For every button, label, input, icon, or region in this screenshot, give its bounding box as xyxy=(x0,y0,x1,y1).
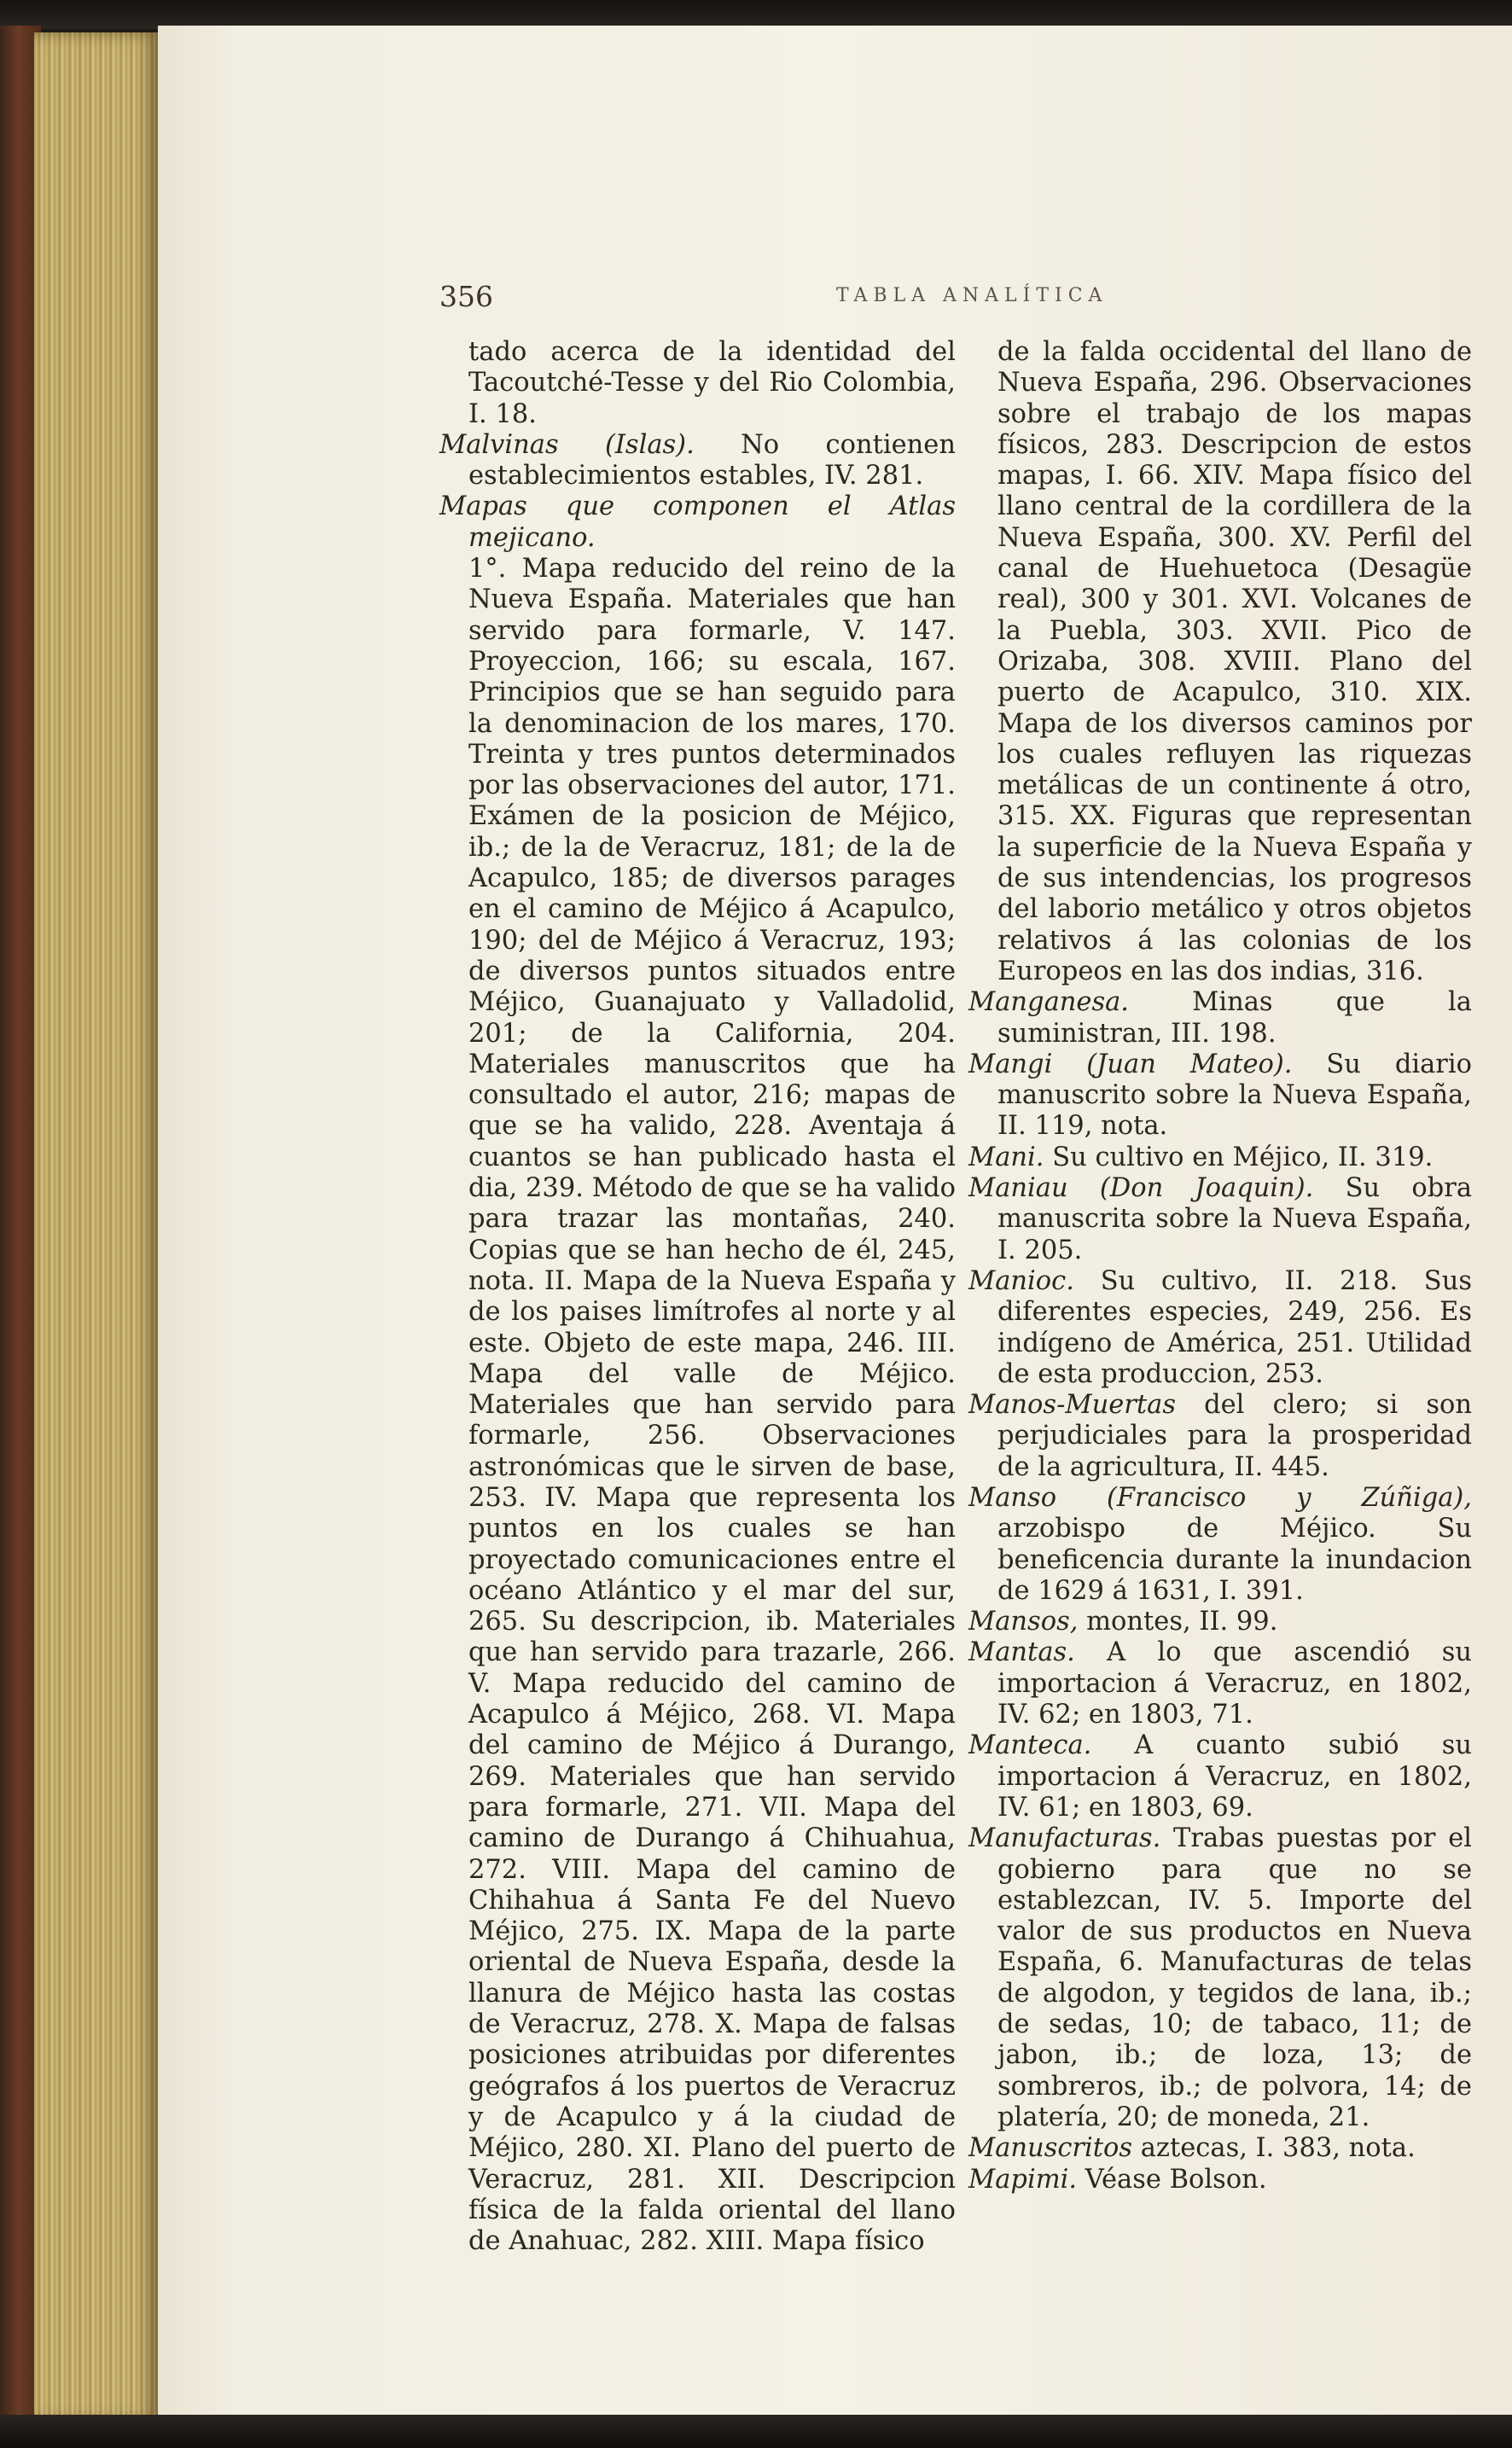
entry-heading: Manteca. xyxy=(968,1730,1092,1761)
index-entry xyxy=(968,1173,1472,1266)
gilt-page-edges xyxy=(34,32,162,2422)
index-entry xyxy=(439,430,956,492)
index-entry xyxy=(968,1143,1472,1173)
entry-text: Trabas puestas por el gobierno para que no se establezcan, IV. 5. Importe del valor de sus productos en Nueva España, 6. Manufacturas de telas de algodon, y tegidos de lana, ib.; de sedas, 10; de tabaco, 11; de jabon, ib.; de loza, 13; de sombreros, ib.; de polvora, 14; de platería, 20; de moneda, 21. xyxy=(997,1823,1472,2132)
index-entry xyxy=(968,1390,1472,1483)
index-entry xyxy=(439,337,956,430)
entry-heading: Malvinas (Islas). xyxy=(439,429,695,460)
left-column xyxy=(439,337,956,2257)
entry-text: Véase Bolson. xyxy=(1077,2164,1267,2195)
index-entry xyxy=(968,1483,1472,1607)
entry-text: del clero; si son perjudiciales para la prosperidad de la agricultura, II. 445. xyxy=(997,1390,1472,1482)
entry-text: Su cultivo en Méjico, II. 319. xyxy=(1044,1142,1433,1172)
index-entry xyxy=(968,1823,1472,2133)
entry-text: de la falda occidental del llano de Nueva España, 296. Observaciones sobre el trabajo de los mapas físicos, 283. Descripcion de estos mapas, I. 66. XIV. Mapa físico del llano central de la cordillera de la Nueva España, 300. XV. Perfil del canal de Huehuetoca (Desagüe real), 300 y 301. XVI. Volcanes de la Puebla, 303. XVII. Pico de Orizaba, 308. XVIII. Plano del puerto de Acapulco, 310. XIX. Mapa de los diversos caminos por los cuales refluyen las riquezas metálicas de un continente á otro, 315. XX. Figuras que representan la superficie de la Nueva España y de sus intendencias, los progresos del laborio metálico y otros objetos relativos á las colonias de los Europeos en las dos indias, 316. xyxy=(997,337,1472,986)
index-entry xyxy=(968,2165,1472,2195)
entry-heading: Mangi (Juan Mateo). xyxy=(968,1049,1293,1079)
index-entry xyxy=(968,1637,1472,1730)
entry-text: A cuanto subió su importacion á Veracruz, en 1802, IV. 61; en 1803, 69. xyxy=(997,1730,1472,1823)
right-column xyxy=(968,337,1472,2195)
entry-text: montes, II. 99. xyxy=(1078,1607,1278,1637)
entry-text: 1°. Mapa reducido del reino de la Nueva España. Materiales que han servido para formarle, V. 147. Proyeccion, 166; su escala, 167. Principios que se han seguido para la denominacion de los mares, 170. Treinta y tres puntos determinados por las observaciones del autor, 171. Exámen de la posicion de Méjico, ib.; de la de Veracruz, 181; de la de Acapulco, 185; de diversos parages en el camino de Méjico á Acapulco, 190; del de Méjico á Veracruz, 193; de diversos puntos situados entre Méjico, Guanajuato y Valladolid, 201; de la California, 204. Materiales manuscritos que ha consultado el autor, 216; mapas de que se ha valido, 228. Aventaja á cuantos se han publicado hasta el dia, 239. Método de que se ha valido para trazar las montañas, 240. Copias que se han hecho de él, 245, nota. II. Mapa de la Nueva España y de los paises limítrofes al norte y al este. Objeto de este mapa, 246. III. Mapa del valle de Méjico. Materiales que han servido para formarle, 256. Observaciones astronómicas que le sirven de base, 253. IV. Mapa que representa los puntos en los cuales se han proyectado comunicaciones entre el océano Atlántico y el mar del sur, 265. Su descripcion, ib. Materiales que han servido para trazarle, 266. V. Mapa reducido del camino de Acapulco á Méjico, 268. VI. Mapa del camino de Méjico á Durango, 269. Materiales que han servido para formarle, 271. VII. Mapa del camino de Durango á Chihuahua, 272. VIII. Mapa del camino de Chihahua á Santa Fe del Nuevo Méjico, 275. IX. Mapa de la parte oriental de Nueva España, desde la llanura de Méjico hasta las costas de Veracruz, 278. X. Mapa de falsas posiciones atribuidas por diferentes geógrafos á los puertos de Veracruz y de Acapulco y á la ciudad de Méjico, 280. XI. Plano del puerto de Veracruz, 281. XII. Descripcion física de la falda oriental del llano de Anahuac, 282. XIII. Mapa físico xyxy=(468,554,956,2257)
entry-text: Su cultivo, II. 218. Sus diferentes especies, 249, 256. Es indígeno de América, 251. Utilidad de esta produccion, 253. xyxy=(997,1265,1472,1389)
book-page xyxy=(158,26,1512,2423)
entry-heading: Manioc. xyxy=(968,1265,1074,1296)
index-entry xyxy=(968,987,1472,1050)
entry-heading: Mantas. xyxy=(968,1637,1075,1668)
index-entry xyxy=(439,554,956,2257)
entry-heading: Manuscritos xyxy=(968,2133,1133,2164)
entry-heading: Manso (Francisco y Zúñiga), xyxy=(968,1482,1472,1513)
entry-heading: Maniau (Don Joaquin). xyxy=(968,1173,1314,1204)
entry-text: A lo que ascendió su importacion á Veracruz, en 1802, IV. 62; en 1803, 71. xyxy=(997,1637,1472,1730)
entry-heading: Mani. xyxy=(968,1142,1044,1172)
entry-heading: Mansos, xyxy=(968,1607,1079,1637)
index-entry xyxy=(439,491,956,554)
page-header xyxy=(439,280,1293,317)
index-entry xyxy=(968,1050,1472,1143)
scan-top-border xyxy=(0,0,1512,29)
entry-text: aztecas, I. 383, nota. xyxy=(1132,2133,1416,2164)
index-entry xyxy=(968,1266,1472,1390)
entry-heading: Manos-Muertas xyxy=(968,1390,1176,1421)
index-entry xyxy=(968,2133,1472,2164)
entry-text: Minas que la suministran, III. 198. xyxy=(997,987,1472,1049)
entry-heading: Mapimi. xyxy=(968,2164,1078,2195)
entry-text: arzobispo de Méjico. Su beneficencia durante la inundacion de 1629 á 1631, I. 391. xyxy=(997,1514,1472,1606)
entry-text: tado acerca de la identidad del Tacoutché-Tesse y del Rio Colombia, I. 18. xyxy=(468,337,956,429)
scan-bottom-border xyxy=(0,2415,1512,2448)
page-number: 356 xyxy=(439,280,493,313)
running-title: TABLA ANALÍTICA xyxy=(836,285,1108,306)
entry-text: Su diario manuscrito sobre la Nueva España, II. 119, nota. xyxy=(997,1049,1472,1142)
entry-text: Su obra manuscrita sobre la Nueva España, I. 205. xyxy=(997,1173,1472,1265)
entry-heading: Manganesa. xyxy=(968,987,1129,1018)
index-entry xyxy=(968,1607,1472,1637)
index-entry xyxy=(968,1730,1472,1823)
index-entry xyxy=(968,337,1472,987)
entry-heading: Mapas que componen el Atlas mejicano. xyxy=(439,491,956,553)
entry-text: No contienen establecimientos estables, IV. 281. xyxy=(468,429,956,491)
entry-heading: Manufacturas. xyxy=(968,1823,1161,1854)
